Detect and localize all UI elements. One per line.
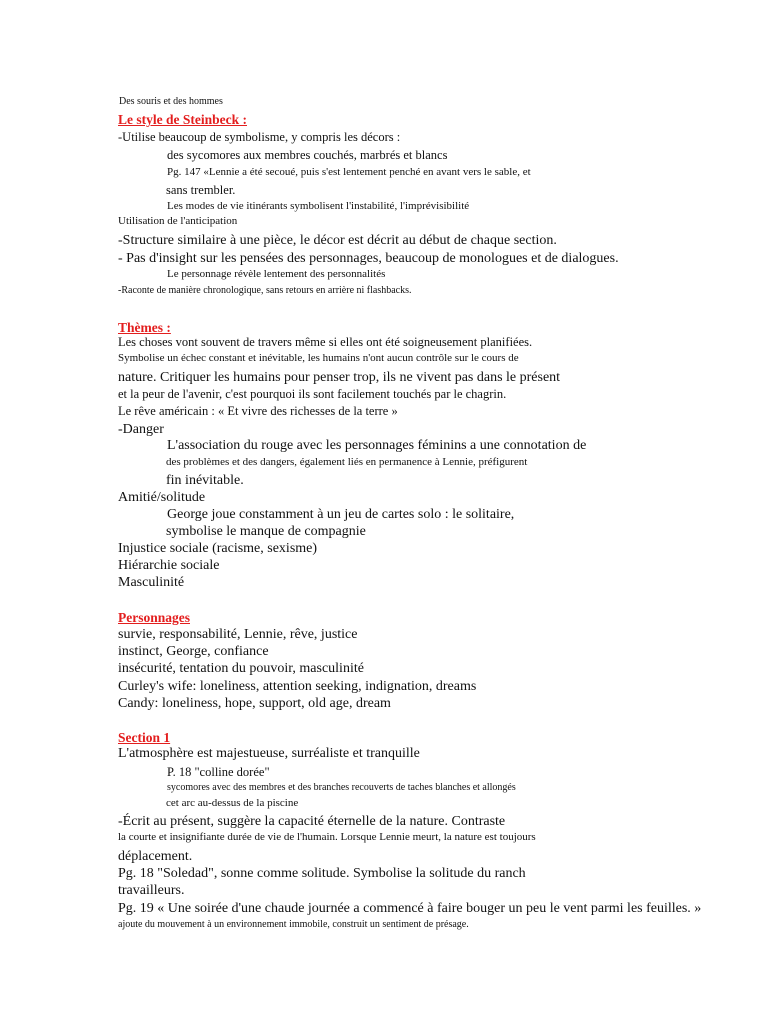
text-line: -Raconte de manière chronologique, sans retours en arrière ni flashbacks. [118, 285, 412, 296]
text-line: ajoute du mouvement à un environnement immobile, construit un sentiment de présage. [118, 919, 469, 930]
bullet-line [166, 783, 516, 793]
bullet-line [166, 201, 469, 212]
text-line: -Écrit au présent, suggère la capacité éternelle de la nature. Contraste [118, 814, 506, 829]
section-heading-section1: Section 1 [118, 730, 171, 745]
text-line: insécurité, tentation du pouvoir, masculinité [118, 661, 364, 676]
text-line: travailleurs. [118, 883, 185, 898]
text-line: Le rêve américain : « Et vivre des richesses de la terre » [118, 404, 398, 418]
text-line: -Utilise beaucoup de symbolisme, y compris les décors : [118, 130, 401, 144]
bullet-text: Pg. 147 «Lennie a été secoué, puis s'est lentement penché en avant vers le sable, et [167, 166, 531, 178]
text-line: fin inévitable. [166, 473, 244, 488]
bullet-line [166, 508, 514, 522]
bullet-line [166, 167, 531, 178]
text-line: Candy: loneliness, hope, support, old age, dream [118, 696, 391, 711]
document-title: Des souris et des hommes [119, 96, 223, 107]
bullet-text: L'association du rouge avec les personnages féminins a une connotation de [167, 438, 587, 453]
text-line: Symbolise un échec constant et inévitable, les humains n'ont aucun contrôle sur le cours de [118, 352, 519, 364]
section-heading-themes: Thèmes : [118, 320, 171, 335]
text-line: -Danger [118, 422, 164, 437]
text-line: Amitié/solitude [118, 490, 206, 505]
text-line: Utilisation de l'anticipation [118, 215, 238, 227]
text-line [118, 371, 658, 385]
text-line: instinct, George, confiance [118, 644, 269, 659]
bullet-text: des sycomores aux membres couchés, marbrés et blancs [167, 148, 448, 162]
bullet-line [166, 766, 270, 779]
section-heading-characters: Personnages [118, 610, 190, 625]
text-line: Hiérarchie sociale [118, 558, 220, 573]
bullet-text: Les modes de vie itinérants symbolisent l'instabilité, l'imprévisibilité [167, 200, 470, 212]
text-line: déplacement. [118, 849, 193, 864]
justified-text: nature. Critiquer les humains pour penser trop, ils ne vivent pas dans le présent [118, 370, 561, 385]
text-line: Injustice sociale (racisme, sexisme) [118, 541, 318, 556]
text-line: survie, responsabilité, Lennie, rêve, justice [118, 627, 358, 642]
text-line: Pg. 19 « Une soirée d'une chaude journée a commencé à faire bouger un peu le vent parmi les feuilles. » [118, 901, 702, 916]
text-line: symbolise le manque de compagnie [166, 524, 366, 539]
bullet-text: P. 18 "colline dorée" [167, 765, 270, 779]
text-line: Curley's wife: loneliness, attention seeking, indignation, dreams [118, 679, 477, 694]
text-line: et la peur de l'avenir, c'est pourquoi ils sont facilement touchés par le chagrin. [118, 387, 507, 401]
text-line: la courte et insignifiante durée de vie de l'humain. Lorsque Lennie meurt, la nature est toujours [118, 831, 536, 843]
text-line: Les choses vont souvent de travers même si elles ont été soigneusement planifiées. [118, 335, 533, 349]
section-heading-style: Le style de Steinbeck : [118, 112, 247, 127]
text-line: Masculinité [118, 575, 185, 590]
bullet-line [166, 269, 385, 280]
text-line: sans trembler. [166, 183, 236, 197]
text-line: L'atmosphère est majestueuse, surréaliste et tranquille [118, 746, 420, 761]
text-line: Pg. 18 "Soledad", sonne comme solitude. Symbolise la solitude du ranch [118, 866, 526, 881]
text-line: -Structure similaire à une pièce, le décor est décrit au début de chaque section. [118, 233, 557, 248]
text-line: - Pas d'insight sur les pensées des personnages, beaucoup de monologues et de dialogues. [118, 251, 619, 266]
bullet-text: George joue constamment à un jeu de cartes solo : le solitaire, [167, 507, 515, 522]
bullet-text: Le personnage révèle lentement des personnalités [167, 268, 386, 280]
bullet-text: sycomores avec des membres et des branches recouverts de taches blanches et allongés [167, 782, 516, 793]
bullet-line [166, 149, 447, 162]
bullet-line [166, 439, 586, 453]
text-line: des problèmes et des dangers, également liés en permanence à Lennie, préfigurent [166, 456, 528, 468]
text-line: cet arc au-dessus de la piscine [166, 797, 299, 809]
